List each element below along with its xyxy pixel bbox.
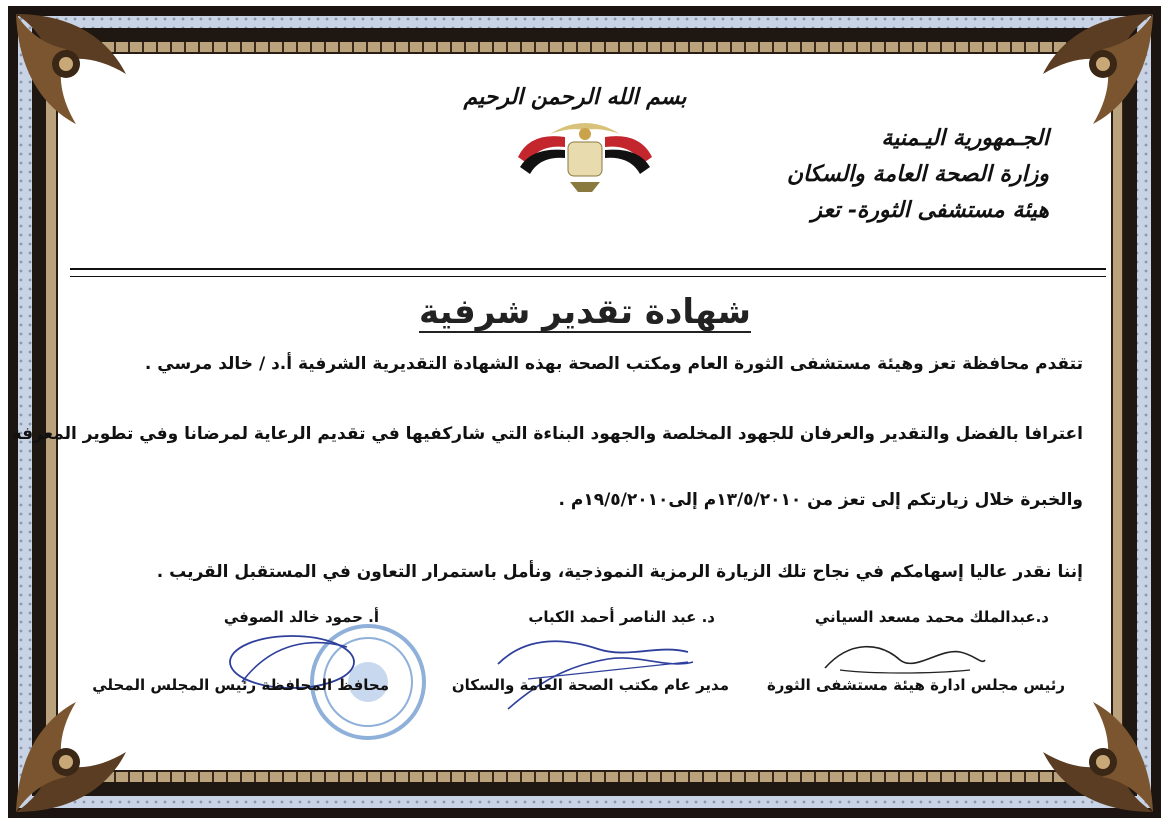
header-country: الجـمهورية اليـمنية (881, 125, 1049, 151)
header-authority: هيئة مستشفى الثورة- تعز (811, 197, 1049, 223)
signatory-name: د. عبد الناصر أحمد الكباب (528, 608, 715, 626)
yemen-emblem-icon (510, 112, 660, 197)
certificate-title: شهادة تقدير شرفية (419, 292, 751, 332)
header-block (787, 120, 1049, 228)
corner-ornament-icon (6, 672, 156, 822)
signature-icon (488, 624, 698, 724)
signature-icon (820, 630, 990, 680)
header-ministry: وزارة الصحة العامة والسكان (786, 161, 1049, 187)
signatory-title: رئيس مجلس ادارة هيئة مستشفى الثورة (766, 676, 1065, 694)
body-paragraph: تتقدم محافظة تعز وهيئة مستشفى الثورة العام ومكتب الصحة بهذه الشهادة التقديرية الشرفية أ.د / خالد مرسي . (144, 354, 1083, 374)
body-paragraph: والخبرة خلال زيارتكم إلى تعز من ١٣/٥/٢٠١٠م إلى١٩/٥/٢٠١٠م . (558, 490, 1083, 510)
body-paragraph: إننا نقدر عاليا إسهامكم في نجاح تلك الزيارة الرمزية النموذجية، ونأمل باستمرار التعاون في المستقبل القريب . (156, 562, 1083, 582)
header-divider-thin (70, 276, 1106, 277)
signatory-name: أ. حمود خالد الصوفي (223, 608, 379, 626)
basmala: بسم الله الرحمن الرحيم (463, 84, 687, 110)
signatory-title: محافظ المحافظة رئيس المجلس المحلي (92, 676, 389, 694)
corner-ornament-icon (1013, 672, 1163, 822)
body-paragraph: اعترافا بالفضل والتقدير والعرفان للجهود المخلصة والجهود البناءة التي شاركفيها في تقديم الرعاية لمرضانا وفي تطوير المعرفة (11, 424, 1083, 444)
corner-ornament-icon (6, 4, 156, 154)
header-divider (70, 268, 1106, 270)
signatory-name: د.عبدالملك محمد مسعد السياني (814, 608, 1049, 626)
signatory-title: مدير عام مكتب الصحة العامة والسكان (451, 676, 729, 694)
